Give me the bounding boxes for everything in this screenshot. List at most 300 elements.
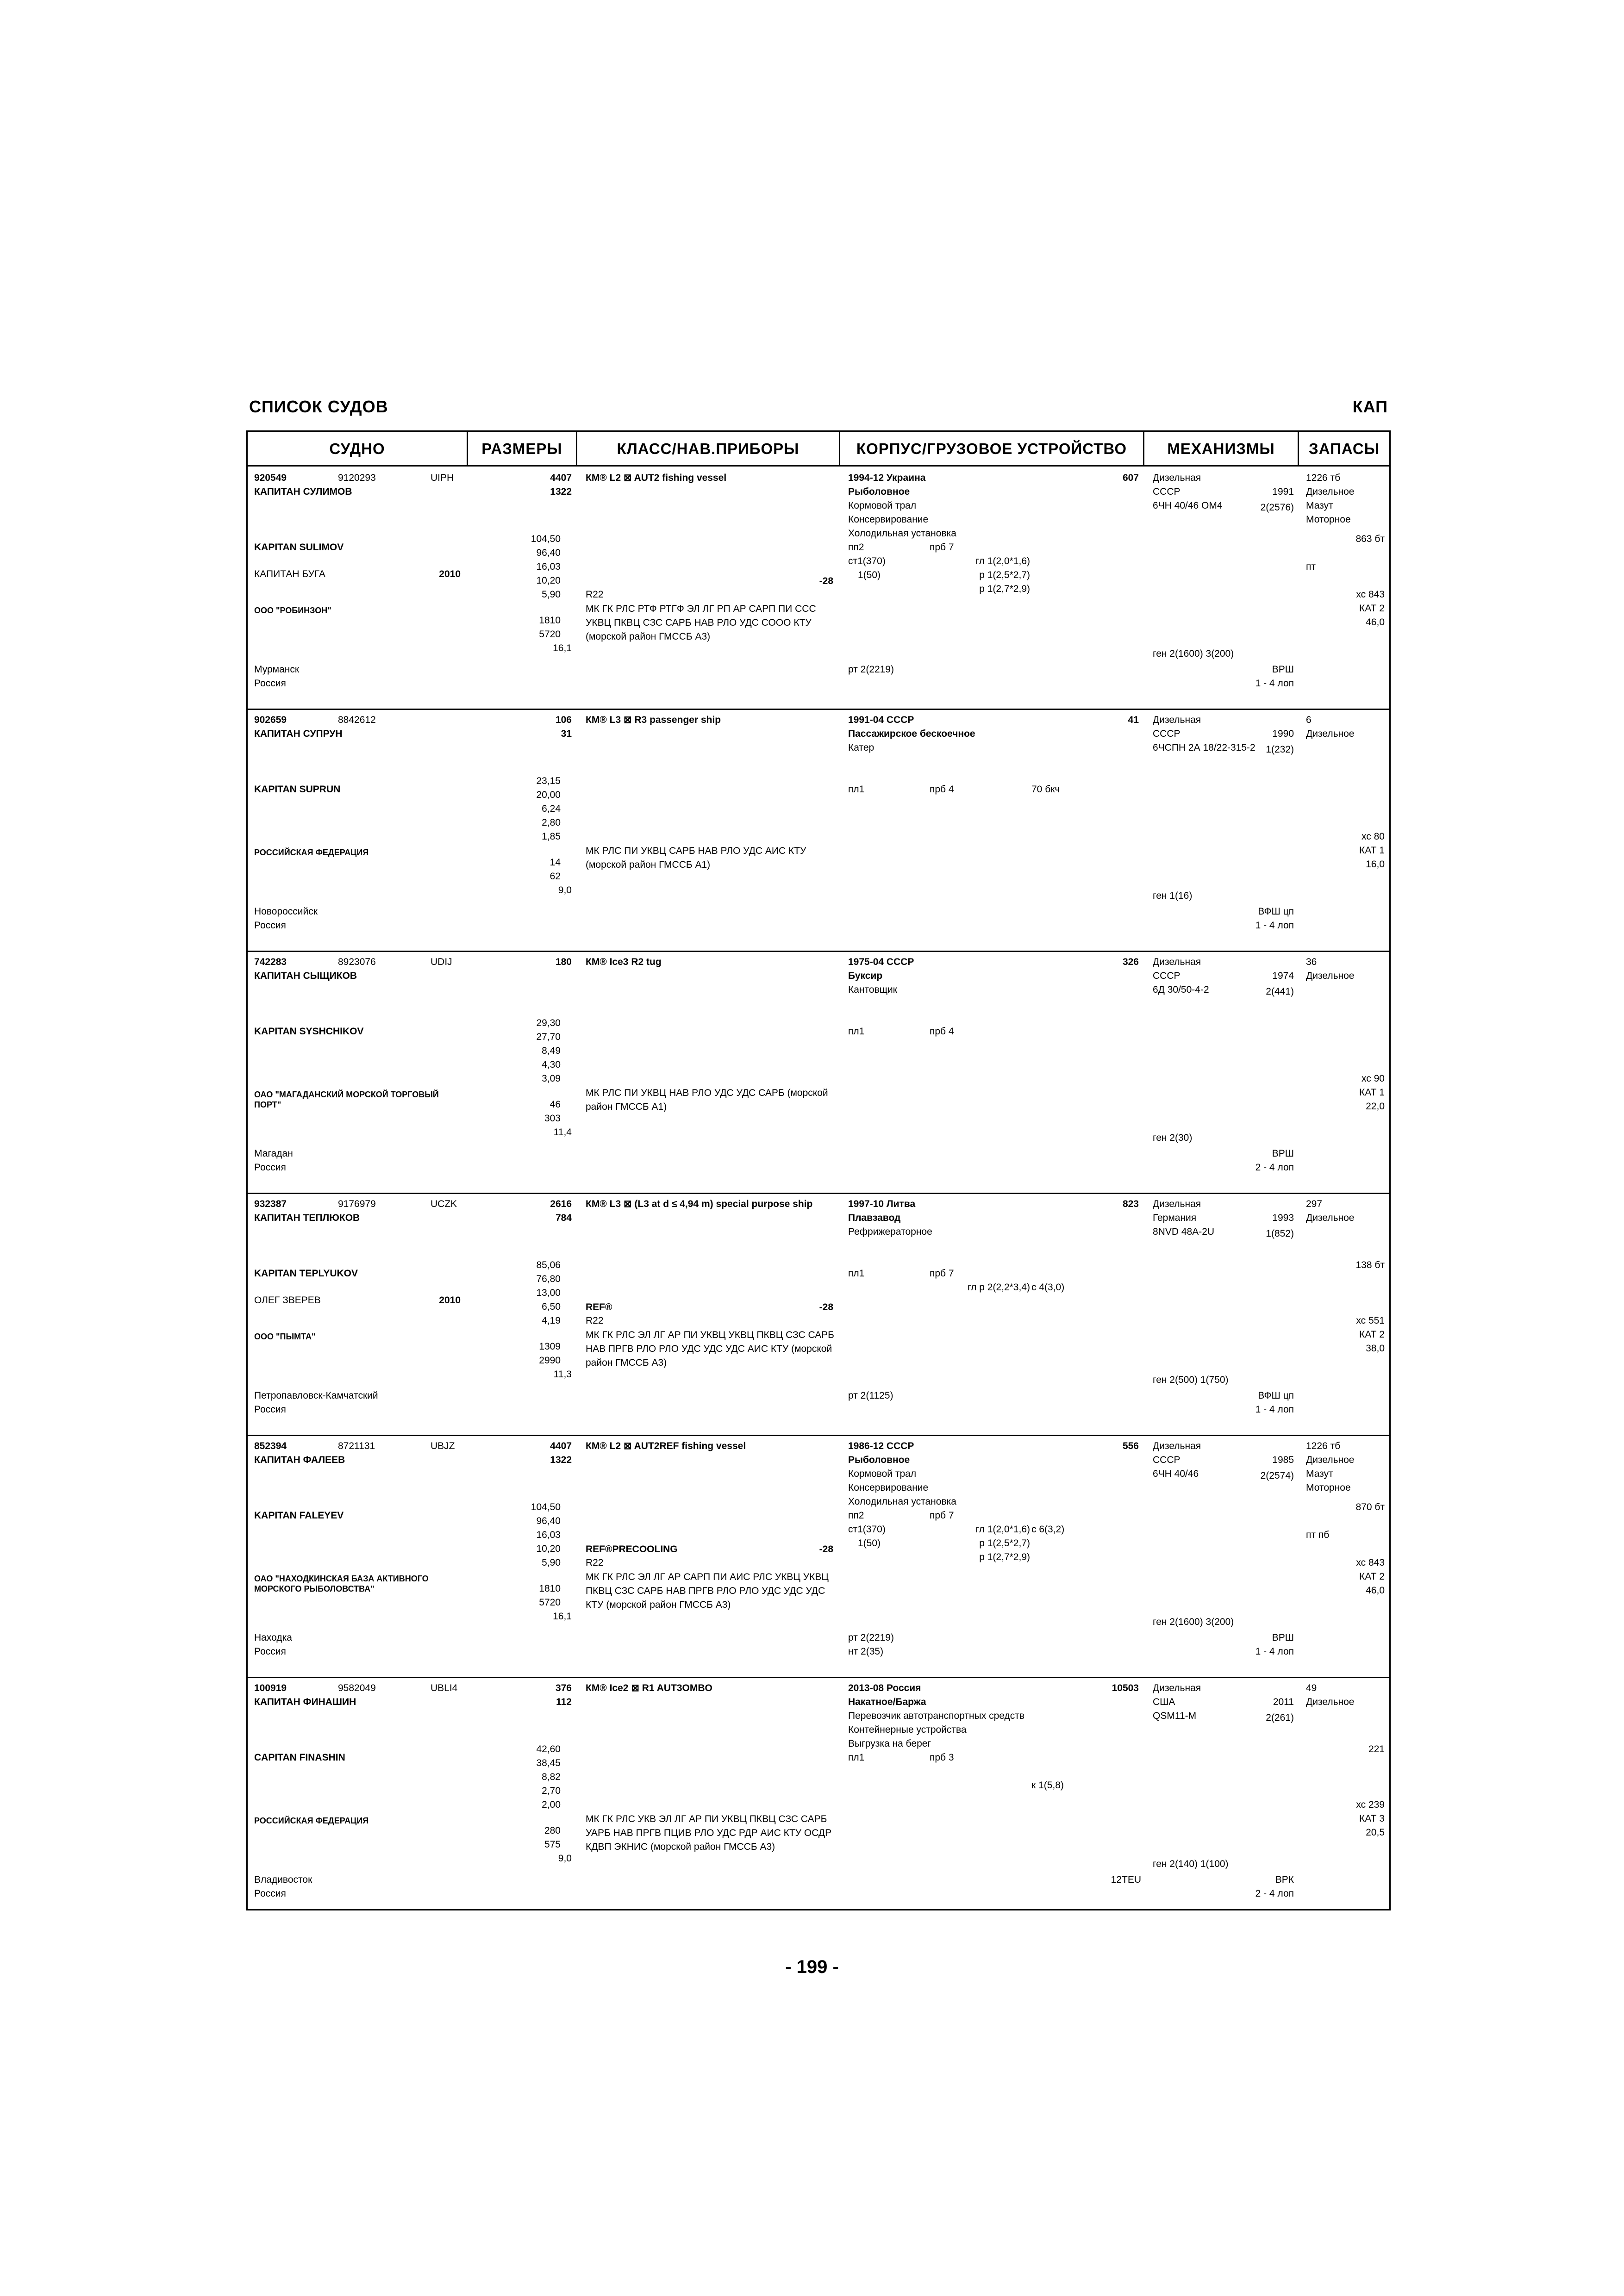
ship-entry: [248, 1677, 1389, 1909]
column-divider: [1298, 432, 1299, 466]
propeller-type: ВФШ цп: [1258, 906, 1294, 917]
yard-number: 823: [1122, 1199, 1139, 1209]
grade-value: 20,5: [1366, 1827, 1385, 1838]
imo-number: 9176979: [338, 1199, 376, 1209]
fuel-type: Моторное: [1306, 514, 1351, 525]
navigation-equipment: МК РЛС ПИ УКВЦ САРБ НАВ РЛО УДС АИС КТУ (морской район ГМССБ А1): [586, 846, 806, 870]
propeller-type: ВРШ: [1272, 664, 1294, 675]
hatch-info: прб 4: [930, 784, 954, 795]
propeller-blades: 1 - 4 лоп: [1255, 1646, 1294, 1657]
fuel-capacity: 49: [1306, 1683, 1317, 1693]
hull-feature: Холодильная установка: [848, 528, 956, 539]
crane-info: к 1(5,8): [1031, 1780, 1064, 1791]
net-tonnage: 784: [555, 1213, 572, 1223]
engine-year: 2011: [1273, 1697, 1294, 1707]
class-notation: КМ® L2 ⊠ AUT2 fishing vessel: [586, 473, 727, 483]
propeller-blades: 2 - 4 лоп: [1255, 1888, 1294, 1899]
engine-country: Германия: [1153, 1213, 1197, 1223]
fuel-capacity: 6: [1306, 715, 1312, 725]
engine-model: 6ЧН 40/46: [1153, 1468, 1199, 1479]
home-port: Владивосток: [254, 1874, 312, 1885]
hatch-size: гл 1(2,0*1,6): [975, 556, 1030, 566]
displacement: 303: [544, 1113, 561, 1124]
refrigeration-plant-extra: нт 2(35): [848, 1646, 884, 1657]
draught: 2,00: [542, 1799, 561, 1810]
previous-name: ОЛЕГ ЗВЕРЕВ: [254, 1295, 321, 1306]
water-tanks: пт: [1306, 561, 1316, 572]
fuel-type: Дизельное: [1306, 486, 1355, 497]
engine-year: 1985: [1272, 1455, 1294, 1465]
draught: 1,85: [542, 831, 561, 842]
ship-name-latin: KAPITAN SYSHCHIKOV: [254, 1026, 364, 1037]
refrigerant: R22: [586, 589, 604, 600]
cargo-grade: хс 843: [1356, 1557, 1385, 1568]
owner-name: ООО "РОБИНЗОН": [254, 606, 331, 615]
refrigeration-temp: -28: [819, 1544, 833, 1555]
column-header-class: КЛАСС/НАВ.ПРИБОРЫ: [617, 440, 800, 457]
hull-feature: Контейнерные устройства: [848, 1724, 967, 1735]
category: КАТ 2: [1359, 1571, 1385, 1582]
call-sign: UBJZ: [431, 1441, 455, 1451]
column-header-hull: КОРПУС/ГРУЗОВОЕ УСТРОЙСТВО: [856, 440, 1127, 457]
engine-year: 1993: [1272, 1213, 1294, 1223]
ship-register-table: [246, 430, 1391, 1910]
depth: 2,70: [542, 1786, 561, 1796]
length-overall: 104,50: [531, 534, 561, 544]
displacement: 5720: [539, 629, 561, 640]
ship-entry: [248, 1435, 1389, 1678]
hull-feature: Рефрижераторное: [848, 1226, 932, 1237]
home-port: Петропавловск-Камчатский: [254, 1390, 378, 1401]
engine-power: 1(232): [1266, 744, 1294, 755]
imo-number: 8923076: [338, 957, 376, 967]
ship-name: КАПИТАН ФИНАШИН: [254, 1697, 356, 1707]
speed: 11,4: [553, 1127, 572, 1138]
gross-tonnage: 4407: [550, 473, 572, 483]
fresh-water: 221: [1368, 1744, 1385, 1755]
engine-model: 8NVD 48A-2U: [1153, 1226, 1215, 1237]
breadth: 8,82: [542, 1772, 561, 1782]
refrigeration-plant: рт 2(2219): [848, 664, 894, 675]
engine-model: 6ЧН 40/46 ОМ4: [1153, 500, 1223, 511]
engine-model: 6ЧСПН 2А 18/22-315-2: [1153, 742, 1255, 753]
engine-year: 1990: [1272, 728, 1294, 739]
owner-name: РОССИЙСКАЯ ФЕДЕРАЦИЯ: [254, 848, 369, 857]
length-overall: 29,30: [536, 1018, 561, 1028]
engine-year: 1991: [1272, 486, 1294, 497]
fuel-capacity: 297: [1306, 1199, 1323, 1209]
propeller-type: ВРК: [1275, 1874, 1294, 1885]
previous-name: КАПИТАН БУГА: [254, 569, 325, 579]
gross-tonnage: 180: [555, 957, 572, 967]
engine-year: 1974: [1272, 971, 1294, 981]
engine-power: 2(2576): [1260, 502, 1294, 513]
grade-value: 46,0: [1366, 1585, 1385, 1596]
hold-info: пл1: [848, 1268, 865, 1279]
category: КАТ 3: [1359, 1813, 1385, 1824]
grade-value: 38,0: [1366, 1343, 1385, 1354]
previous-name-year: 2010: [439, 569, 461, 579]
navigation-equipment: МК РЛС ПИ УКВЦ НАВ РЛО УДС УДС САРБ (морской район ГМССБ А1): [586, 1088, 828, 1112]
navigation-equipment: МК ГК РЛС УКВ ЭЛ ЛГ АР ПИ УКВЦ ПКВЦ СЗС САРБ УАРБ НАВ ПРГВ ПЦИВ РЛО УДС РДР АИС КТУ ОСДР КДВП ЭКНИС (морской район ГМССБ А3): [586, 1814, 832, 1852]
length-pp: 38,45: [536, 1758, 561, 1768]
depth: 10,20: [536, 1543, 561, 1554]
ship-type: Плавзавод: [848, 1213, 901, 1223]
fuel-type: Дизельное: [1306, 1455, 1355, 1465]
container-capacity: 12TEU: [1111, 1874, 1141, 1885]
home-port: Магадан: [254, 1148, 293, 1159]
flag-state: Россия: [254, 920, 286, 931]
section-code: КАП: [1352, 397, 1388, 416]
draught: 5,90: [542, 1557, 561, 1568]
register-title: СПИСОК СУДОВ: [249, 397, 388, 416]
build-date-country: 1991-04 СССР: [848, 715, 914, 725]
owner-name: ООО "ПЫМТА": [254, 1332, 316, 1341]
column-divider: [839, 432, 840, 466]
depth: 6,50: [542, 1301, 561, 1312]
ship-name-latin: KAPITAN FALEYEV: [254, 1510, 344, 1521]
engine-type: Дизельная: [1153, 715, 1201, 725]
propeller-type: ВРШ: [1272, 1148, 1294, 1159]
depth: 10,20: [536, 575, 561, 586]
category: КАТ 1: [1359, 1087, 1385, 1098]
gross-tonnage: 376: [555, 1683, 572, 1693]
engine-model: 6Д 30/50-4-2: [1153, 984, 1209, 995]
hull-feature: Кормовой трал: [848, 500, 917, 511]
length-overall: 42,60: [536, 1744, 561, 1755]
fresh-water: 138 бт: [1355, 1260, 1385, 1270]
refrigeration-plant: рт 2(1125): [848, 1390, 893, 1401]
ship-type: Рыболовное: [848, 486, 910, 497]
owner-name: РОССИЙСКАЯ ФЕДЕРАЦИЯ: [254, 1816, 369, 1825]
hatch-info: прб 7: [930, 1510, 954, 1521]
ship-name-latin: KAPITAN TEPLYUKOV: [254, 1268, 358, 1279]
displacement: 62: [550, 871, 561, 882]
speed: 11,3: [553, 1369, 572, 1380]
hatch-info: прб 7: [930, 542, 954, 553]
class-notation: КМ® L2 ⊠ AUT2REF fishing vessel: [586, 1441, 746, 1451]
ship-type: Буксир: [848, 971, 883, 981]
call-sign: UDIJ: [431, 957, 452, 967]
engine-country: СССР: [1153, 486, 1181, 497]
ship-name-latin: CAPITAN FINASHIN: [254, 1752, 345, 1763]
length-pp: 76,80: [536, 1274, 561, 1284]
yard-number: 10503: [1112, 1683, 1139, 1693]
deadweight: 14: [550, 857, 561, 868]
water-tanks: пт пб: [1306, 1530, 1330, 1540]
refrigerant: R22: [586, 1557, 604, 1568]
ship-reg-number: 902659: [254, 715, 287, 725]
hatch-size: р 1(2,5*2,7): [979, 1538, 1030, 1549]
imo-number: 8721131: [338, 1441, 375, 1451]
ship-name: КАПИТАН ТЕПЛЮКОВ: [254, 1213, 360, 1223]
speed: 16,1: [553, 1611, 572, 1622]
yard-number: 607: [1122, 473, 1139, 483]
displacement: 2990: [539, 1355, 561, 1366]
net-tonnage: 31: [561, 728, 572, 739]
ship-name: КАПИТАН СУПРУН: [254, 728, 343, 739]
generators: ген 2(1600) 3(200): [1153, 1617, 1234, 1627]
engine-power: 2(261): [1266, 1712, 1294, 1723]
engine-type: Дизельная: [1153, 1441, 1201, 1451]
hold-info: пп2: [848, 542, 864, 553]
fuel-capacity: 36: [1306, 957, 1317, 967]
deadweight: 46: [550, 1099, 561, 1110]
page-header: [246, 397, 1391, 419]
build-date-country: 1986-12 СССР: [848, 1441, 914, 1451]
engine-type: Дизельная: [1153, 957, 1201, 967]
ship-type: Рыболовное: [848, 1455, 910, 1465]
gross-tonnage: 2616: [550, 1199, 572, 1209]
engine-country: СССР: [1153, 728, 1181, 739]
hull-feature: Катер: [848, 742, 874, 753]
hatch-size: гл 1(2,0*1,6): [975, 1524, 1030, 1535]
hatch-size: р 1(2,7*2,9): [979, 1552, 1030, 1562]
hold-info: пп2: [848, 1510, 864, 1521]
gross-tonnage: 4407: [550, 1441, 572, 1451]
length-overall: 23,15: [536, 776, 561, 786]
engine-power: 1(852): [1266, 1228, 1294, 1239]
build-date-country: 1997-10 Литва: [848, 1199, 916, 1209]
hold-info: 1(50): [858, 1538, 881, 1549]
hull-feature: Перевозчик автотранспортных средств: [848, 1711, 1025, 1721]
breadth: 6,24: [542, 803, 561, 814]
fuel-type: Дизельное: [1306, 1697, 1355, 1707]
net-tonnage: 1322: [550, 1455, 572, 1465]
navigation-equipment: МК ГК РЛС ЭЛ ЛГ АР ПИ УКВЦ УКВЦ ПКВЦ СЗС САРБ НАВ ПРГВ РЛО РЛО УДС УДС УДС АИС КТУ (морской район ГМССБ А3): [586, 1330, 834, 1368]
cargo-grade: хс 843: [1356, 589, 1385, 600]
crane-info: с 6(3,2): [1031, 1524, 1065, 1535]
length-pp: 96,40: [536, 548, 561, 558]
deadweight: 1309: [539, 1341, 561, 1352]
hull-feature: Консервирование: [848, 514, 929, 525]
fuel-capacity: 1226 тб: [1306, 1441, 1341, 1451]
home-port: Мурманск: [254, 664, 300, 675]
ship-name-latin: KAPITAN SULIMOV: [254, 542, 344, 553]
generators: ген 2(1600) 3(200): [1153, 648, 1234, 659]
hull-feature: Выгрузка на берег: [848, 1738, 931, 1749]
call-sign: UIPH: [431, 473, 454, 483]
cargo-grade: хс 551: [1356, 1315, 1385, 1326]
class-additional: REF®PRECOOLING: [586, 1544, 678, 1555]
call-sign: UBLI4: [431, 1683, 458, 1693]
depth: 2,80: [542, 817, 561, 828]
column-header-stores: ЗАПАСЫ: [1309, 440, 1380, 457]
draught: 5,90: [542, 589, 561, 600]
propeller-type: ВРШ: [1272, 1632, 1294, 1643]
home-port: Новороссийск: [254, 906, 318, 917]
propeller-blades: 1 - 4 лоп: [1255, 920, 1294, 931]
imo-number: 9120293: [338, 473, 376, 483]
engine-country: СССР: [1153, 971, 1181, 981]
engine-power: 2(2574): [1260, 1470, 1294, 1481]
hold-info: 1(50): [858, 570, 881, 580]
hold-info: ст1(370): [848, 1524, 886, 1535]
column-header-dimensions: РАЗМЕРЫ: [481, 440, 562, 457]
hold-info: пл1: [848, 784, 865, 795]
owner-name: ОАО "НАХОДКИНСКАЯ БАЗА АКТИВНОГО МОРСКОГО РЫБОЛОВСТВА": [254, 1574, 429, 1593]
breadth: 16,03: [536, 1530, 561, 1540]
flag-state: Россия: [254, 1888, 286, 1899]
gross-tonnage: 106: [555, 715, 572, 725]
deadweight: 1810: [539, 1583, 561, 1594]
yard-number: 326: [1122, 957, 1139, 967]
fresh-water: 870 бт: [1355, 1502, 1385, 1512]
propeller-blades: 2 - 4 лоп: [1255, 1162, 1294, 1173]
flag-state: Россия: [254, 1646, 286, 1657]
length-pp: 96,40: [536, 1516, 561, 1526]
hatch-size: р 1(2,7*2,9): [979, 584, 1030, 594]
engine-country: США: [1153, 1697, 1175, 1707]
ship-reg-number: 932387: [254, 1199, 287, 1209]
class-notation: КМ® L3 ⊠ R3 passenger ship: [586, 715, 721, 725]
ship-entry: [248, 951, 1389, 1194]
build-date-country: 1975-04 СССР: [848, 957, 914, 967]
hatch-info: прб 7: [930, 1268, 954, 1279]
crane-info: с 4(3,0): [1031, 1282, 1065, 1293]
class-notation: КМ® L3 ⊠ (L3 at d ≤ 4,94 m) special purpose ship: [586, 1199, 813, 1209]
hold-info: пл1: [848, 1026, 865, 1037]
cargo-capacity: 70 бкч: [1031, 784, 1060, 795]
hatch-size: гл р 2(2,2*3,4): [967, 1282, 1030, 1293]
call-sign: UCZK: [431, 1199, 457, 1209]
build-date-country: 1994-12 Украина: [848, 473, 926, 483]
displacement: 575: [544, 1839, 561, 1850]
draught: 3,09: [542, 1073, 561, 1084]
refrigeration-plant: рт 2(2219): [848, 1632, 894, 1643]
yard-number: 41: [1128, 715, 1139, 725]
navigation-equipment: МК ГК РЛС ЭЛ ЛГ АР САРП ПИ АИС РЛС УКВЦ УКВЦ ПКВЦ СЗС САРБ НАВ ПРГВ РЛО РЛО УДС УДС УДС КТУ (морской район ГМССБ А3): [586, 1572, 829, 1610]
navigation-equipment: МК ГК РЛС РТФ РТГФ ЭЛ ЛГ РП АР САРП ПИ ССС УКВЦ ПКВЦ СЗС САРБ НАВ РЛО УДС СООО КТУ (морской район ГМССБ А3): [586, 604, 816, 642]
page-number: - 199 -: [785, 1957, 839, 1977]
ship-name: КАПИТАН ФАЛЕЕВ: [254, 1455, 345, 1465]
propeller-blades: 1 - 4 лоп: [1255, 1404, 1294, 1415]
category: КАТ 2: [1359, 603, 1385, 614]
generators: ген 2(30): [1153, 1132, 1193, 1143]
grade-value: 46,0: [1366, 617, 1385, 628]
hull-feature: Кантовщик: [848, 984, 897, 995]
yard-number: 556: [1122, 1441, 1139, 1451]
engine-country: СССР: [1153, 1455, 1181, 1465]
hatch-info: прб 3: [930, 1752, 954, 1763]
flag-state: Россия: [254, 1404, 286, 1415]
column-divider: [576, 432, 577, 466]
hold-info: пл1: [848, 1752, 865, 1763]
propeller-type: ВФШ цп: [1258, 1390, 1294, 1401]
home-port: Находка: [254, 1632, 292, 1643]
build-date-country: 2013-08 Россия: [848, 1683, 921, 1693]
breadth: 16,03: [536, 561, 561, 572]
owner-name: ОАО "МАГАДАНСКИЙ МОРСКОЙ ТОРГОВЫЙ ПОРТ": [254, 1090, 439, 1109]
column-divider: [467, 432, 468, 466]
net-tonnage: 112: [556, 1697, 572, 1707]
flag-state: Россия: [254, 678, 286, 689]
engine-type: Дизельная: [1153, 1683, 1201, 1693]
speed: 9,0: [558, 885, 572, 896]
refrigeration-temp: -28: [819, 1302, 833, 1313]
ship-entry: [248, 1193, 1389, 1436]
hull-feature: Кормовой трал: [848, 1468, 917, 1479]
category: КАТ 2: [1359, 1329, 1385, 1340]
class-notation: КМ® Ice2 ⊠ R1 AUT3OMBO: [586, 1683, 712, 1693]
previous-name-year: 2010: [439, 1295, 461, 1306]
speed: 9,0: [558, 1853, 572, 1864]
ship-reg-number: 742283: [254, 957, 287, 967]
column-divider: [1143, 432, 1144, 466]
deadweight: 280: [544, 1825, 561, 1836]
speed: 16,1: [553, 643, 572, 653]
imo-number: 8842612: [338, 715, 376, 725]
column-header-ship: СУДНО: [329, 440, 385, 457]
ship-reg-number: 852394: [254, 1441, 287, 1451]
fuel-type: Дизельное: [1306, 1213, 1355, 1223]
hatch-size: р 1(2,5*2,7): [979, 570, 1030, 580]
hold-info: ст1(370): [848, 556, 886, 566]
propeller-blades: 1 - 4 лоп: [1255, 678, 1294, 689]
length-pp: 27,70: [536, 1032, 561, 1042]
ship-name: КАПИТАН СЫЩИКОВ: [254, 971, 357, 981]
refrigerant: R22: [586, 1315, 604, 1326]
fuel-type: Мазут: [1306, 1468, 1333, 1479]
draught: 4,19: [542, 1315, 561, 1326]
ship-type: Накатное/Баржа: [848, 1697, 926, 1707]
hatch-info: прб 4: [930, 1026, 954, 1037]
displacement: 5720: [539, 1597, 561, 1608]
net-tonnage: 1322: [550, 486, 572, 497]
engine-power: 2(441): [1266, 986, 1294, 997]
breadth: 8,49: [542, 1045, 561, 1056]
ship-type: Пассажирское бескоечное: [848, 728, 975, 739]
ship-entry: [248, 467, 1389, 710]
engine-type: Дизельная: [1153, 1199, 1201, 1209]
fresh-water: 863 бт: [1355, 534, 1385, 544]
fuel-capacity: 1226 тб: [1306, 473, 1341, 483]
grade-value: 16,0: [1366, 859, 1385, 870]
column-header-machinery: МЕХАНИЗМЫ: [1167, 440, 1275, 457]
fuel-type: Дизельное: [1306, 971, 1355, 981]
deadweight: 1810: [539, 615, 561, 626]
engine-model: QSM11-M: [1153, 1711, 1197, 1721]
cargo-grade: хс 80: [1362, 831, 1385, 842]
ship-name: КАПИТАН СУЛИМОВ: [254, 486, 352, 497]
flag-state: Россия: [254, 1162, 286, 1173]
depth: 4,30: [542, 1059, 561, 1070]
class-notation: КМ® Ice3 R2 tug: [586, 957, 662, 967]
imo-number: 9582049: [338, 1683, 376, 1693]
fuel-type: Мазут: [1306, 500, 1333, 511]
breadth: 13,00: [536, 1288, 561, 1298]
ship-entry: [248, 709, 1389, 952]
hull-feature: Холодильная установка: [848, 1496, 956, 1507]
length-pp: 20,00: [536, 790, 561, 800]
category: КАТ 1: [1359, 845, 1385, 856]
length-overall: 85,06: [536, 1260, 561, 1270]
grade-value: 22,0: [1366, 1101, 1385, 1112]
cargo-grade: хс 239: [1356, 1799, 1385, 1810]
generators: ген 2(140) 1(100): [1153, 1859, 1229, 1869]
engine-type: Дизельная: [1153, 473, 1201, 483]
length-overall: 104,50: [531, 1502, 561, 1512]
generators: ген 1(16): [1153, 890, 1193, 901]
class-additional: REF®: [586, 1302, 612, 1313]
hull-feature: Консервирование: [848, 1482, 929, 1493]
ship-name-latin: KAPITAN SUPRUN: [254, 784, 341, 795]
fuel-type: Моторное: [1306, 1482, 1351, 1493]
ship-reg-number: 920549: [254, 473, 287, 483]
ship-reg-number: 100919: [254, 1683, 287, 1693]
cargo-grade: хс 90: [1362, 1073, 1385, 1084]
fuel-type: Дизельное: [1306, 728, 1355, 739]
